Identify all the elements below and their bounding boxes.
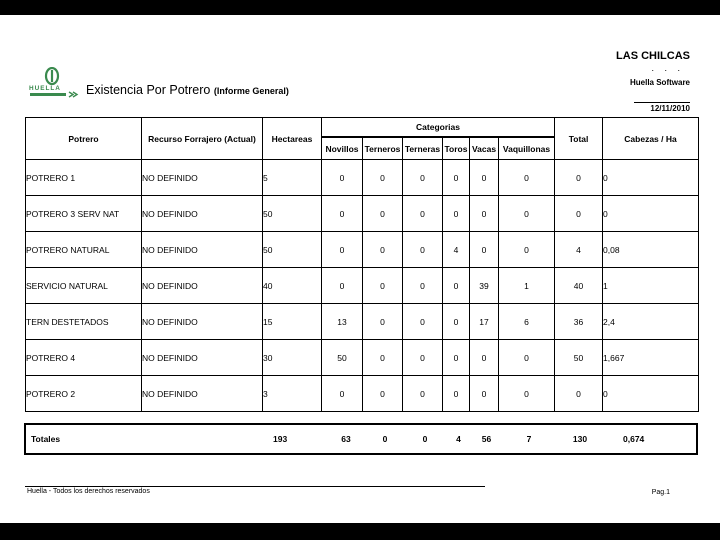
report-date: 12/11/2010: [634, 102, 690, 113]
report-page: [0, 15, 720, 523]
cell-hectareas: 15: [263, 304, 322, 340]
cell-potrero: SERVICIO NATURAL: [26, 268, 142, 304]
cell-total: 0: [555, 376, 603, 412]
stock-table: [25, 117, 699, 412]
page-number: Pag.1: [651, 489, 670, 496]
cell-terneros: 0: [363, 232, 403, 268]
cell-terneros: 0: [363, 376, 403, 412]
huella-logo: [28, 67, 82, 101]
cell-potrero: POTRERO 1: [26, 160, 142, 196]
cell-cabezas: 0: [603, 376, 699, 412]
cell-cabezas: 0: [603, 160, 699, 196]
cell-terneros: 0: [363, 340, 403, 376]
cell-toros: 4: [443, 232, 470, 268]
cell-novillos: 0: [322, 232, 363, 268]
cell-total: 0: [555, 196, 603, 232]
cell-vacas: 0: [470, 196, 499, 232]
cell-vaquillonas: 0: [499, 196, 555, 232]
company-dots: . . .: [651, 63, 684, 73]
totals-vacas: 56: [481, 434, 492, 444]
cell-hectareas: 5: [263, 160, 322, 196]
cell-vaquillonas: 0: [499, 340, 555, 376]
totals-vaquillonas: 7: [526, 434, 532, 444]
cell-terneras: 0: [403, 340, 443, 376]
col-categorias: Categorias: [322, 118, 555, 138]
col-hectareas: Hectareas: [263, 118, 322, 160]
table-body: [26, 160, 699, 412]
cell-terneros: 0: [363, 268, 403, 304]
totals-terneros: 0: [382, 434, 388, 444]
footer-rights: Huella - Todos los derechos reservados: [27, 488, 150, 495]
cell-cabezas: 2,4: [603, 304, 699, 340]
col-terneros: Terneros: [363, 137, 403, 159]
cell-terneros: 0: [363, 196, 403, 232]
report-title: [86, 83, 289, 97]
cell-vaquillonas: 0: [499, 376, 555, 412]
cell-hectareas: 50: [263, 232, 322, 268]
col-potrero: Potrero: [26, 118, 142, 160]
software-name: Huella Software: [629, 78, 690, 87]
cell-potrero: POTRERO 2: [26, 376, 142, 412]
cell-toros: 0: [443, 376, 470, 412]
col-vacas: Vacas: [470, 137, 499, 159]
table-row: [26, 196, 699, 232]
cell-terneras: 0: [403, 196, 443, 232]
col-toros: Toros: [443, 137, 470, 159]
cell-vacas: 17: [470, 304, 499, 340]
table-row: [26, 376, 699, 412]
cell-recurso: NO DEFINIDO: [142, 376, 263, 412]
footer-divider: [25, 486, 485, 487]
cell-novillos: 0: [322, 196, 363, 232]
cell-cabezas: 1,667: [603, 340, 699, 376]
cell-novillos: 0: [322, 160, 363, 196]
cell-potrero: POTRERO 4: [26, 340, 142, 376]
cell-potrero: POTRERO NATURAL: [26, 232, 142, 268]
cell-hectareas: 30: [263, 340, 322, 376]
cell-total: 0: [555, 160, 603, 196]
cell-recurso: NO DEFINIDO: [142, 232, 263, 268]
cell-vacas: 0: [470, 232, 499, 268]
cell-recurso: NO DEFINIDO: [142, 340, 263, 376]
cell-cabezas: 0,08: [603, 232, 699, 268]
cell-hectareas: 50: [263, 196, 322, 232]
col-vaquillonas: Vaquillonas: [499, 137, 555, 159]
col-recurso: Recurso Forrajero (Actual): [142, 118, 263, 160]
cell-vaquillonas: 1: [499, 268, 555, 304]
totals-hectareas: 193: [273, 434, 288, 444]
cell-terneros: 0: [363, 160, 403, 196]
cell-terneras: 0: [403, 304, 443, 340]
col-cabezas: Cabezas / Ha: [603, 118, 699, 160]
table-row: [26, 268, 699, 304]
cell-novillos: 50: [322, 340, 363, 376]
cell-toros: 0: [443, 304, 470, 340]
cell-terneras: 0: [403, 268, 443, 304]
totals-toros: 4: [456, 434, 461, 444]
cell-total: 40: [555, 268, 603, 304]
cell-recurso: NO DEFINIDO: [142, 196, 263, 232]
cell-terneros: 0: [363, 304, 403, 340]
cell-vacas: 0: [470, 340, 499, 376]
table-row: [26, 160, 699, 196]
cell-vaquillonas: 6: [499, 304, 555, 340]
table-row: [26, 340, 699, 376]
cell-hectareas: 40: [263, 268, 322, 304]
cell-recurso: NO DEFINIDO: [142, 304, 263, 340]
cell-vacas: 0: [470, 376, 499, 412]
cell-potrero: TERN DESTETADOS: [26, 304, 142, 340]
cell-vaquillonas: 0: [499, 232, 555, 268]
cell-terneras: 0: [403, 232, 443, 268]
table-row: [26, 232, 699, 268]
col-total: Total: [555, 118, 603, 160]
cell-recurso: NO DEFINIDO: [142, 268, 263, 304]
cell-hectareas: 3: [263, 376, 322, 412]
totals-label: Totales: [31, 434, 61, 444]
cell-total: 36: [555, 304, 603, 340]
cell-vaquillonas: 0: [499, 160, 555, 196]
cell-novillos: 13: [322, 304, 363, 340]
cell-cabezas: 0: [603, 196, 699, 232]
report-subtitle: (Informe General): [213, 86, 289, 96]
totals-total: 130: [572, 434, 588, 444]
table-row: [26, 304, 699, 340]
col-terneras: Terneras: [403, 137, 443, 159]
totals-cabezas: 0,674: [623, 434, 645, 444]
cell-novillos: 0: [322, 376, 363, 412]
cell-novillos: 0: [322, 268, 363, 304]
cell-toros: 0: [443, 268, 470, 304]
cell-total: 4: [555, 232, 603, 268]
cell-potrero: POTRERO 3 SERV NAT: [26, 196, 142, 232]
cell-toros: 0: [443, 340, 470, 376]
cell-toros: 0: [443, 196, 470, 232]
company-name: LAS CHILCAS: [616, 50, 690, 62]
totals-terneras: 0: [422, 434, 428, 444]
cell-cabezas: 1: [603, 268, 699, 304]
cell-terneras: 0: [403, 376, 443, 412]
cell-recurso: NO DEFINIDO: [142, 160, 263, 196]
report-title-text: Existencia Por Potrero: [86, 83, 211, 97]
logo-text: HUELLA: [29, 85, 61, 92]
totals-row: [24, 423, 698, 455]
cell-toros: 0: [443, 160, 470, 196]
col-novillos: Novillos: [322, 137, 363, 159]
cell-vacas: 0: [470, 160, 499, 196]
cell-terneras: 0: [403, 160, 443, 196]
totals-novillos: 63: [341, 434, 351, 444]
cell-total: 50: [555, 340, 603, 376]
cell-vacas: 39: [470, 268, 499, 304]
